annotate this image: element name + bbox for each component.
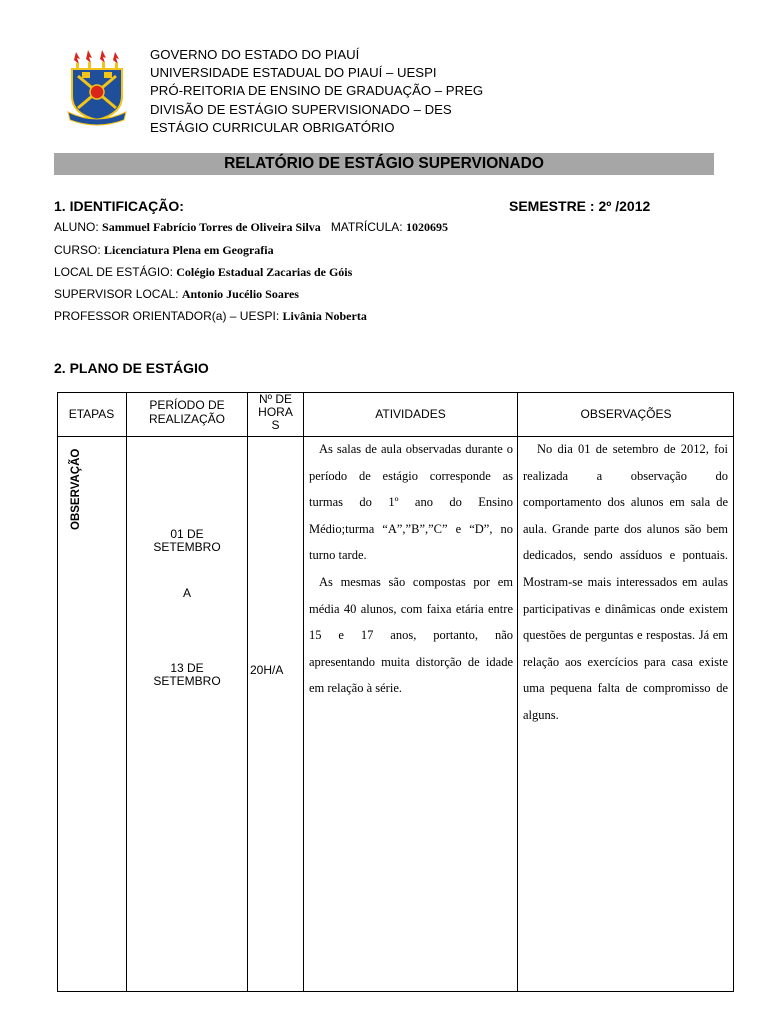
periodo-separator: A bbox=[182, 586, 191, 600]
institution-header bbox=[150, 46, 483, 137]
professor-line bbox=[54, 309, 367, 324]
header-line: UNIVERSIDADE ESTADUAL DO PIAUÍ – UESPI bbox=[150, 65, 437, 81]
header-line: GOVERNO DO ESTADO DO PIAUÍ bbox=[150, 47, 360, 62]
observacoes-paragraph: No dia 01 de setembro de 2012, foi realizada a observação do comportamento dos alunos em sala de aula. Grande parte dos alunos são bem dedicados, sendo assíduos e pontuais. Mostram-se mais interessados em aulas participativas e dinâmicas onde existem questões de perguntas e respostas. Já em relação aos exercícios para casa existe uma pequena falta de compromisso de alguns. bbox=[523, 442, 728, 722]
curso-label: CURSO: bbox=[54, 243, 105, 257]
column-header-horas-line: Nº DE bbox=[258, 392, 293, 406]
column-header-horas bbox=[248, 393, 303, 432]
matricula-value: 1020695 bbox=[405, 220, 448, 234]
column-divider bbox=[303, 392, 304, 992]
header-line: PRÓ-REITORIA DE ENSINO DE GRADUAÇÃO – PREG bbox=[150, 83, 484, 99]
column-header-etapas: ETAPAS bbox=[68, 407, 115, 421]
torch-icon bbox=[74, 50, 119, 69]
column-header-observacoes: OBSERVAÇÕES bbox=[580, 407, 672, 421]
column-header-atividades: ATIVIDADES bbox=[375, 407, 446, 421]
aluno-value: Sammuel Fabrício Torres de Oliveira Silva bbox=[102, 220, 321, 234]
periodo-fim-line: 13 DE bbox=[170, 661, 204, 675]
professor-value: Livânia Noberta bbox=[282, 309, 367, 323]
column-header-periodo-line: REALIZAÇÃO bbox=[148, 412, 226, 426]
aluno-line bbox=[54, 220, 448, 235]
column-divider bbox=[247, 392, 248, 992]
horas-value: 20H/A bbox=[250, 663, 284, 677]
report-title: RELATÓRIO DE ESTÁGIO SUPERVIONADO bbox=[54, 153, 714, 175]
atividades-paragraph: As salas de aula observadas durante o período de estágio corresponde as turmas do 1º ano do Ensino Médio;turma “A”,”B”,”C” e “D”, no turno tarde. bbox=[309, 442, 513, 563]
periodo-fim bbox=[128, 662, 246, 688]
matricula-label: MATRÍCULA: bbox=[330, 220, 406, 234]
local-line bbox=[54, 265, 352, 280]
professor-label: PROFESSOR ORIENTADOR(a) – UESPI: bbox=[54, 309, 283, 323]
header-line: ESTÁGIO CURRICULAR OBRIGATÓRIO bbox=[150, 119, 395, 135]
uespi-coat-of-arms-logo bbox=[66, 50, 128, 126]
observacoes-cell bbox=[523, 436, 728, 729]
aluno-label: ALUNO: bbox=[54, 220, 103, 234]
section-identificacao-heading: 1. IDENTIFICAÇÃO: bbox=[54, 198, 184, 214]
periodo-inicio bbox=[128, 528, 246, 554]
curso-value: Licenciatura Plena em Geografia bbox=[104, 243, 274, 257]
etapa-value: OBSERVAÇÃO bbox=[70, 448, 82, 530]
header-line: DIVISÃO DE ESTÁGIO SUPERVISIONADO – DES bbox=[150, 101, 452, 117]
column-header-horas-line: HORA bbox=[258, 405, 293, 419]
section-plano-heading: 2. PLANO DE ESTÁGIO bbox=[54, 360, 209, 376]
atividades-paragraph: As mesmas são compostas por em média 40 alunos, com faixa etária entre 15 e 17 anos, portanto, não apresentando muita distorção de idade em relação à série. bbox=[309, 574, 513, 696]
atividades-cell bbox=[309, 436, 513, 702]
curso-line bbox=[54, 243, 274, 258]
column-divider bbox=[126, 392, 127, 992]
periodo-fim-line: SETEMBRO bbox=[153, 674, 221, 688]
column-header-periodo bbox=[127, 398, 247, 426]
supervisor-label: SUPERVISOR LOCAL: bbox=[54, 287, 182, 301]
local-label: LOCAL DE ESTÁGIO: bbox=[54, 265, 177, 279]
periodo-inicio-line: 01 DE bbox=[170, 527, 204, 541]
column-divider bbox=[517, 392, 518, 992]
etapa-cell bbox=[62, 438, 102, 538]
supervisor-line bbox=[54, 287, 299, 302]
column-header-periodo-line: PERÍODO DE bbox=[149, 398, 225, 412]
supervisor-value: Antonio Jucélio Soares bbox=[181, 287, 299, 301]
local-value: Colégio Estadual Zacarias de Góis bbox=[176, 265, 353, 279]
periodo-inicio-line: SETEMBRO bbox=[153, 540, 221, 554]
semestre-label: SEMESTRE : 2º /2012 bbox=[509, 198, 651, 214]
column-header-horas-line: S bbox=[271, 418, 280, 432]
